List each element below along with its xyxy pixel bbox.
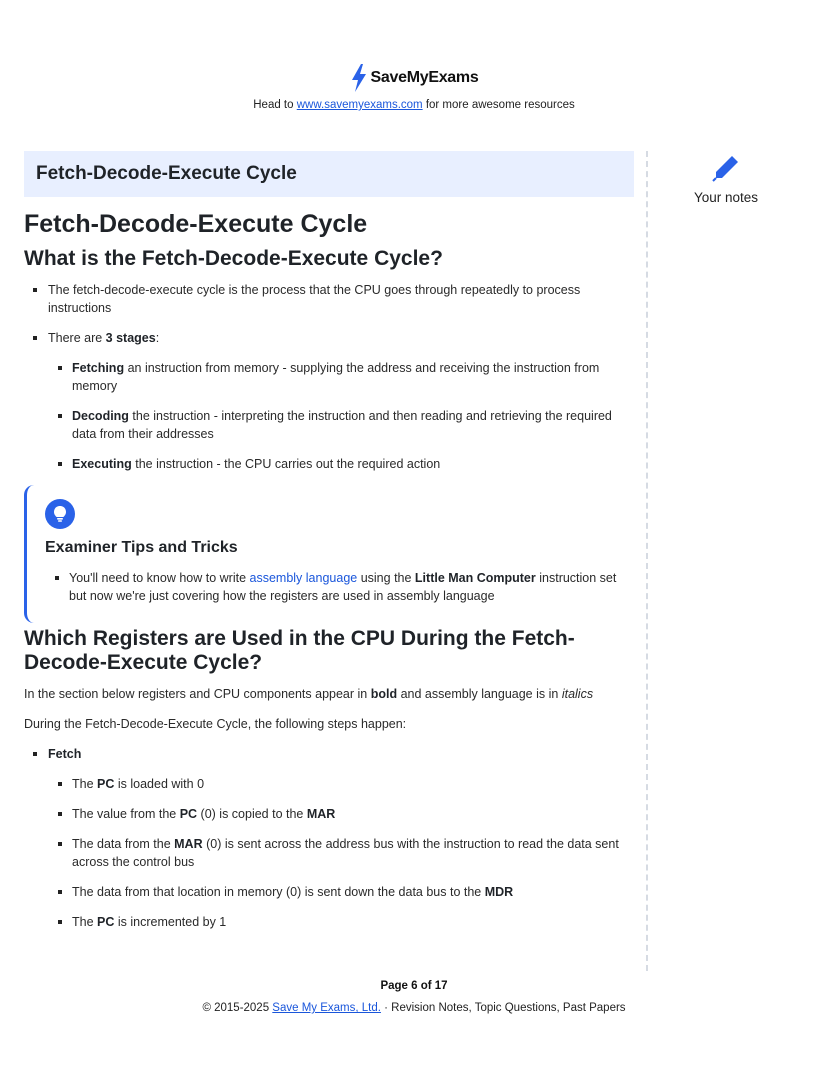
pencil-icon [711,153,741,183]
list-item: The value from the PC (0) is copied to the MAR [24,805,634,823]
stages-list [24,359,634,473]
paragraph-steps-intro: During the Fetch-Decode-Execute Cycle, the following steps happen: [24,717,407,731]
your-notes-panel[interactable] [690,153,762,205]
list-item: The fetch-decode-execute cycle is the process that the CPU goes through repeatedly to process instructions [24,281,634,317]
list-item: Fetch [24,745,634,763]
brand-logo[interactable] [350,64,479,92]
examiner-tip-box [24,485,634,623]
tip-title: Examiner Tips and Tricks [45,539,238,556]
page-title: Fetch-Decode-Execute Cycle [24,210,368,238]
fetch-list [24,745,634,763]
list-item: You'll need to know how to write assembly language using the Little Man Computer instruction set but now we're just covering how the registers are used in assembly language [45,569,634,605]
main-content [24,151,634,943]
list-item: The data from the MAR (0) is sent across the address bus with the instruction to read the data sent across the control bus [24,835,634,871]
section-heading-which: Which Registers are Used in the CPU During the Fetch-Decode-Execute Cycle? [24,627,575,674]
notes-label: Your notes [693,190,759,205]
list-item: Executing the instruction - the CPU carries out the required action [24,455,634,473]
section-heading-what: What is the Fetch-Decode-Execute Cycle? [24,247,443,270]
list-item: There are 3 stages: [24,329,634,347]
notes-divider [646,151,648,971]
fetch-steps-list [24,775,634,931]
page-footer [0,980,828,1014]
header-link[interactable]: www.savemyexams.com [296,99,423,111]
page-number: Page 6 of 17 [380,980,448,992]
topic-banner [24,151,634,197]
list-item: Decoding the instruction - interpreting the instruction and then reading and retrieving the required data from their addresses [24,407,634,443]
lightbulb-icon [45,499,75,529]
page-header [0,64,828,111]
list-item: The PC is loaded with 0 [24,775,634,793]
copyright: © 2015-2025 Save My Exams, Ltd. · Revision Notes, Topic Questions, Past Papers [202,1002,626,1014]
brand-name: SaveMyExams [370,69,479,86]
tip-list [45,569,634,605]
banner-title: Fetch-Decode-Execute Cycle [36,163,297,184]
lightning-bolt-icon [350,64,368,92]
list-item: The data from that location in memory (0) is sent down the data bus to the MDR [24,883,634,901]
intro-list [24,281,634,347]
header-tagline: Head to www.savemyexams.com for more awesome resources [253,99,575,111]
paragraph-legend: In the section below registers and CPU components appear in bold and assembly language is in italics [24,687,594,701]
assembly-language-link[interactable]: assembly language [249,571,358,585]
list-item: The PC is incremented by 1 [24,913,634,931]
copyright-link[interactable]: Save My Exams, Ltd. [272,1002,381,1014]
list-item: Fetching an instruction from memory - supplying the address and receiving the instruction from memory [24,359,634,395]
